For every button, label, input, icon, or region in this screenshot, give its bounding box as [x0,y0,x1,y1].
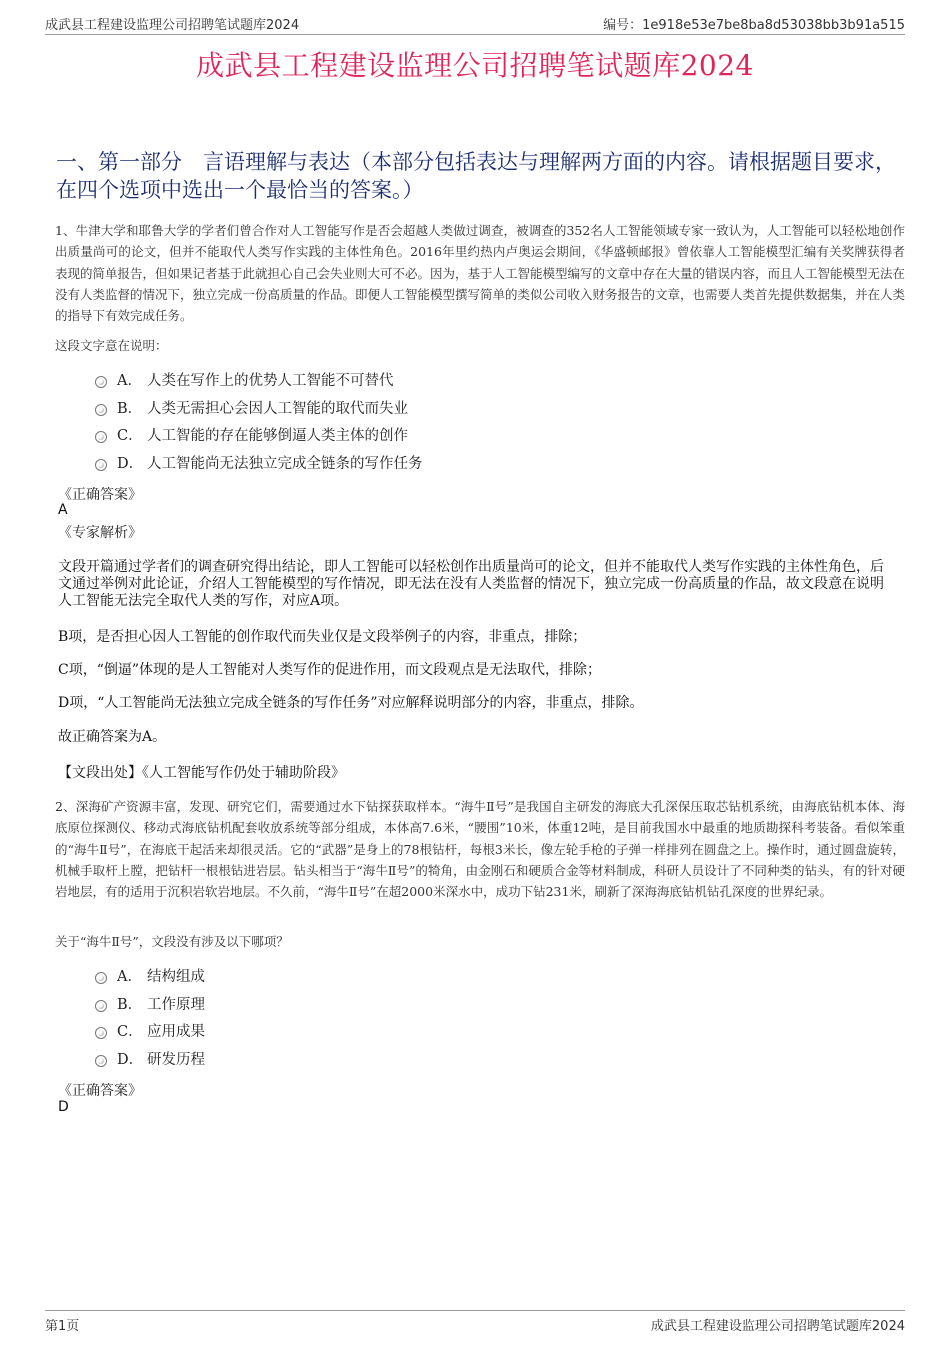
option-text: 结构组成 [147,969,205,985]
analysis-paragraph: B项，是否担心因人工智能的创作取代而失业仅是文段举例子的内容，非重点，排除； [58,629,587,645]
option-text: 应用成果 [147,1024,205,1040]
header-doc-name: 成武县工程建设监理公司招聘笔试题库2024 [45,18,300,33]
option-letter: C． [117,1024,143,1040]
section-heading: 一、第一部分 言语理解与表达（本部分包括表达与理解两方面的内容。请根据题目要求，在四个选项中选出一个最恰当的答案。） [56,150,896,202]
question-1-text: 1、牛津大学和耶鲁大学的学者们曾合作对人工智能写作是否会超越人类做过调查，被调查的352名人工智能领域专家一致认为，人工智能可以轻松地创作出质量尚可的论文，但并不能取代人类写作实践的主体性角色。2016年里约热内卢奥运会期间，《华盛顿邮报》曾依靠人工智能模型汇编有关奖牌获得者表现的简单报告，但如果记者基于此就担心自己会失业则大可不必。因为，基于人工智能模型编写的文章中存在大量的错误内容，而且人工智能模型无法在没有人类监督的情况下，独立完成一份高质量的作品。即便人工智能模型撰写简单的类似公司收入财务报告的文章，也需要人类首先提供数据集，并在人类的指导下有效完成任务。 [55,223,906,324]
option-letter: D． [117,456,144,472]
radio-icon[interactable] [95,376,107,388]
question-2-text: 2、深海矿产资源丰富，发现、研究它们，需要通过水下钻探获取样本。“海牛Ⅱ号”是我国自主研发的海底大孔深保压取芯钻机系统，由海底钻机本体、海底原位探测仪、移动式海底钻机配套收放系统等部分组成，本体高7.6米，“腰围”10米，体重12吨，是目前我国水中最重的地质勘探科考装备。看似笨重的“海牛Ⅱ号”，在海底干起活来却很灵活。它的“武器”是身上的78根钻杆，每根3米长，像左轮手枪的子弹一样排列在圆盘之上。操作时，通过圆盘旋转，机械手取杆上膛，把钻杆一根根钻进岩层。钻头相当于“海牛Ⅱ号”的犄角，由金刚石和硬质合金等材料制成，科研人员设计了不同种类的钻头，有的针对硬岩地层，有的适用于沉积岩软岩地层。不久前，“海牛Ⅱ号”在超2000米深水中，成功下钻231米，刷新了深海海底钻机钻孔深度的世界纪录。 [55,799,905,900]
page-number: 第1页 [45,1319,80,1334]
analysis-paragraph: C项，“倒逼”体现的是人工智能对人类写作的促进作用，而文段观点是无法取代，排除； [58,662,602,678]
option-letter: B． [117,401,143,417]
header-code-label: 编号： [603,18,643,33]
analysis-paragraph: 故正确答案为A。 [58,729,167,745]
analysis-paragraph: D项，“人工智能尚无法独立完成全链条的写作任务”对应解释说明部分的内容，非重点，排除。 [58,695,644,711]
option-text: 工作原理 [147,997,205,1013]
radio-icon[interactable] [95,404,107,416]
page-footer [45,1310,905,1333]
option-text: 人工智能尚无法独立完成全链条的写作任务 [147,456,423,472]
option-letter: A． [117,969,142,985]
radio-icon[interactable] [95,1000,107,1012]
radio-icon[interactable] [95,1055,107,1067]
question-2-answer-label: 《正确答案》 [58,1083,142,1099]
question-2-prompt: 关于“海牛Ⅱ号”，文段没有涉及以下哪项？ [55,934,289,949]
question-1-answer-label: 《正确答案》 [58,487,142,503]
radio-icon[interactable] [95,459,107,471]
option-text: 研发历程 [147,1052,205,1068]
radio-icon[interactable] [95,972,107,984]
analysis-paragraph: 文段开篇通过学者们的调查研究得出结论，即人工智能可以轻松创作出质量尚可的论文，但并不能取代人类写作实践的主体性角色，后文通过举例对此论证，介绍人工智能模型的写作情况，即无法在没有人类监督的情况下，独立完成一份高质量的作品，故文段意在说明人工智能无法完全取代人类的写作，对应A项。 [58,559,884,609]
question-1-answer: A [58,502,68,518]
radio-icon[interactable] [95,1027,107,1039]
question-1-source: 【文段出处】《人工智能写作仍处于辅助阶段》 [58,765,345,781]
question-2-answer: D [58,1099,69,1115]
option-text: 人类无需担心会因人工智能的取代而失业 [147,401,408,417]
radio-icon[interactable] [95,431,107,443]
page-header [45,12,905,35]
question-1-analysis-label: 《专家解析》 [58,525,142,541]
question-1-prompt: 这段文字意在说明： [55,338,168,353]
option-text: 人类在写作上的优势人工智能不可替代 [147,373,394,389]
option-text: 人工智能的存在能够倒逼人类主体的创作 [147,428,408,444]
document-title: 成武县工程建设监理公司招聘笔试题库2024 [196,49,754,82]
footer-doc-name: 成武县工程建设监理公司招聘笔试题库2024 [650,1319,905,1334]
header-code [603,14,905,33]
option-letter: B． [117,997,143,1013]
option-letter: D． [117,1052,144,1068]
header-code-value: 1e918e53e7be8ba8d53038bb3b91a515 [642,18,905,33]
option-letter: C． [117,428,143,444]
option-letter: A． [117,373,142,389]
